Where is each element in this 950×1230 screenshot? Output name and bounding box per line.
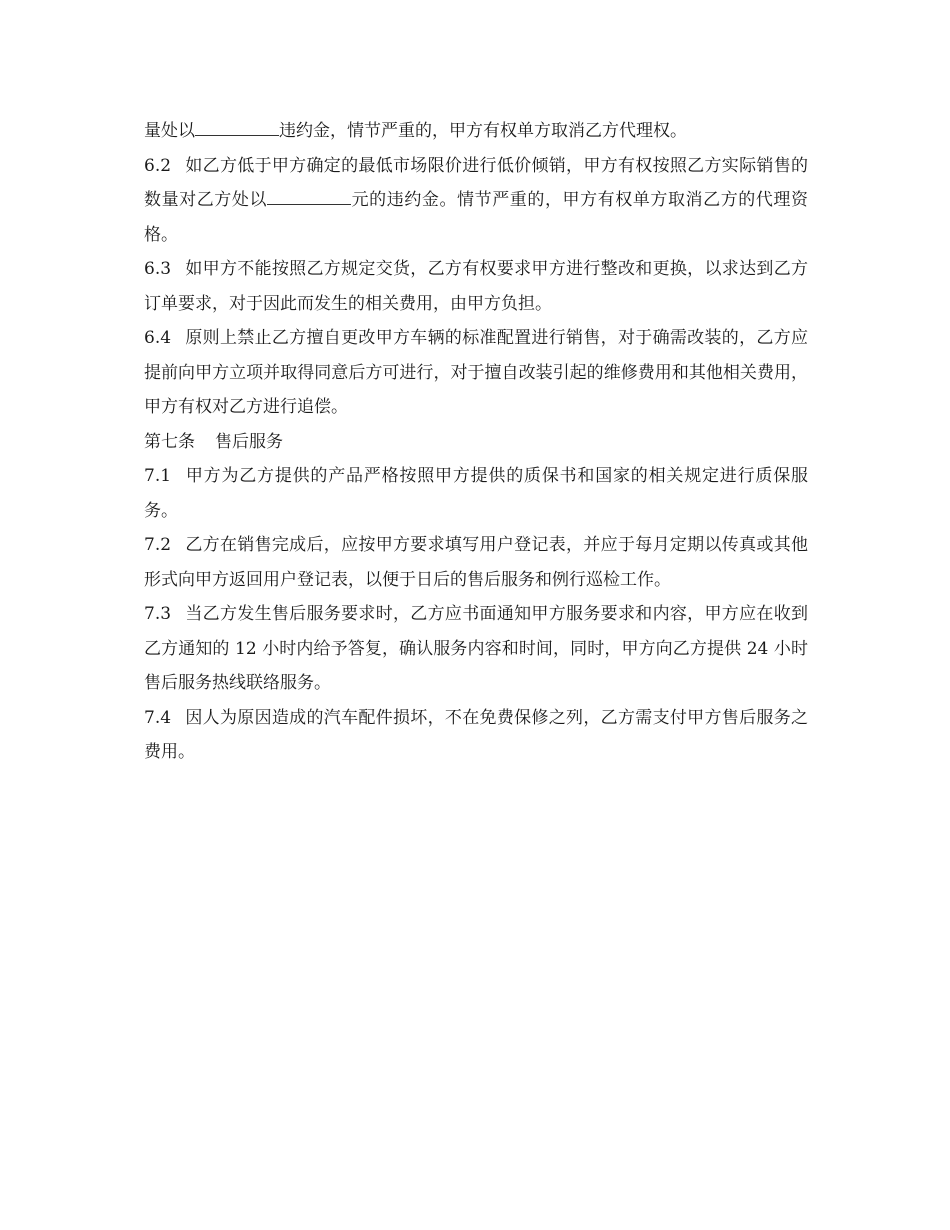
clause-number: 6.3 bbox=[144, 259, 172, 279]
clause-text: 因人为原因造成的汽车配件损坏，不在免费保修之列，乙方需支付甲方售后服务之费用。 bbox=[144, 707, 808, 762]
clause-text: 原则上禁止乙方擅自更改甲方车辆的标准配置进行销售，对于确需改装的，乙方应提前向甲方立项并取得同意后方可进行，对于擅自改装引起的维修费用和其他相关费用，甲方有权对乙方进行追偿。 bbox=[144, 328, 808, 417]
fill-in-blank bbox=[195, 118, 279, 136]
paragraph-text: 违约金，情节严重的，甲方有权单方取消乙方代理权。 bbox=[279, 121, 687, 141]
clause-text: 当乙方发生售后服务要求时，乙方应书面通知甲方服务要求和内容，甲方应在收到乙方通知的 12 小时内给予答复，确认服务内容和时间，同时，甲方向乙方提供 24 小时售后服务热线联络服务。 bbox=[144, 604, 808, 693]
clause-number: 7.3 bbox=[144, 604, 172, 624]
article-title: 售后服务 bbox=[215, 431, 283, 452]
document-body bbox=[144, 114, 808, 770]
clause-number: 7.2 bbox=[144, 535, 172, 555]
clause-text: 如甲方不能按照乙方规定交货，乙方有权要求甲方进行整改和更换，以求达到乙方订单要求，对于因此而发生的相关费用，由甲方负担。 bbox=[144, 259, 808, 314]
paragraph-text: 量处以 bbox=[144, 121, 195, 141]
article-7-heading bbox=[144, 425, 808, 460]
clause-text: 乙方在销售完成后，应按甲方要求填写用户登记表，并应于每月定期以传真或其他形式向甲方返回用户登记表，以便于日后的售后服务和例行巡检工作。 bbox=[144, 535, 808, 590]
clause-6-4 bbox=[144, 321, 808, 425]
clause-number: 7.1 bbox=[144, 466, 172, 486]
article-number: 第七条 bbox=[144, 431, 195, 452]
clause-7-3 bbox=[144, 597, 808, 701]
clause-text: 甲方为乙方提供的产品严格按照甲方提供的质保书和国家的相关规定进行质保服务。 bbox=[144, 466, 808, 521]
fill-in-blank bbox=[267, 187, 351, 205]
clause-number: 6.2 bbox=[144, 155, 172, 176]
clause-6-2 bbox=[144, 149, 808, 253]
clause-text: 如乙方低于甲方确定的最低市场限价进行低价倾销，甲方有权按照乙方实际销售的数量对乙方处以 bbox=[144, 155, 808, 210]
clause-6-3 bbox=[144, 252, 808, 321]
clause-text: 元的违约金。情节严重的，甲方有权单方取消乙方的代理资格。 bbox=[144, 190, 808, 245]
clause-number: 6.4 bbox=[144, 328, 172, 348]
clause-7-4 bbox=[144, 701, 808, 770]
clause-7-2 bbox=[144, 528, 808, 597]
paragraph-6-1-continuation bbox=[144, 114, 808, 149]
clause-7-1 bbox=[144, 459, 808, 528]
clause-number: 7.4 bbox=[144, 707, 172, 728]
